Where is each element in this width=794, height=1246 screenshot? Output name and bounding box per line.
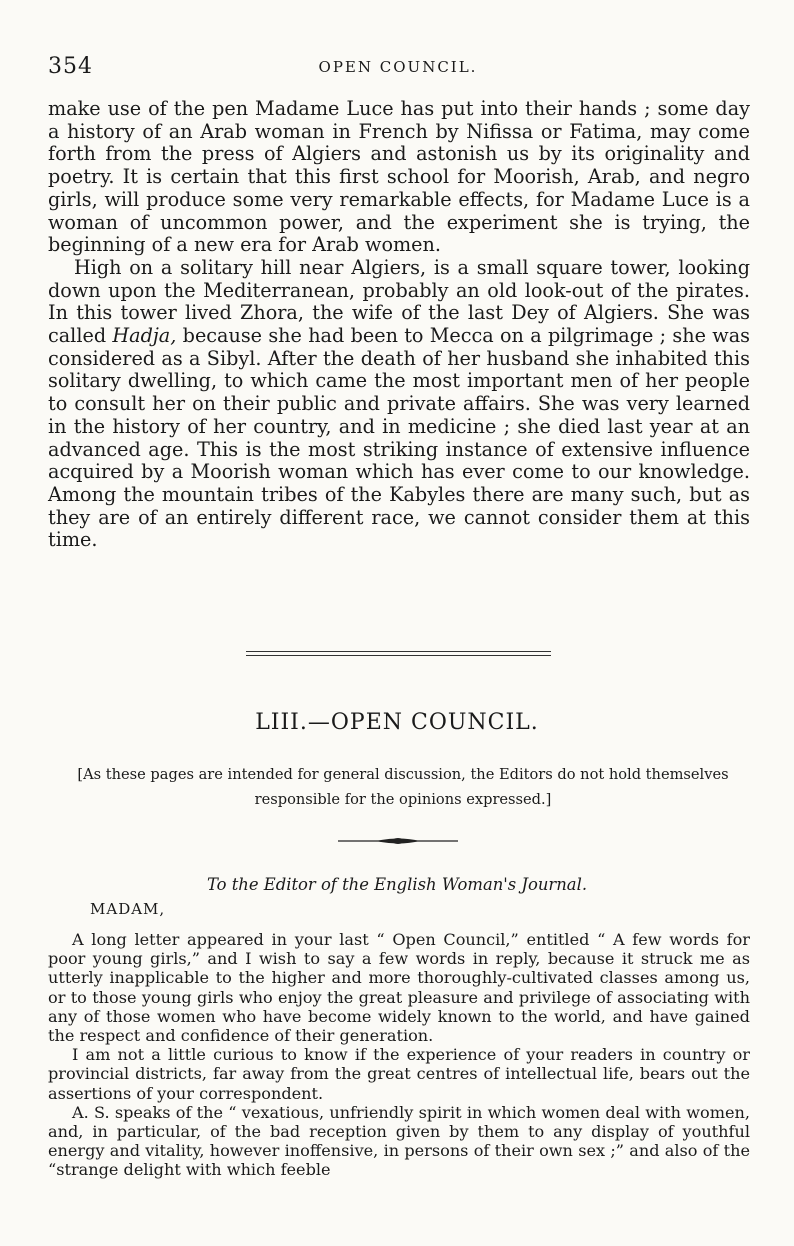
paragraph-2-text-start: High on a solitary hill near Algiers, is a small square tower, looking down upon the Mediterranean, probably an old look-out of the pirates. In this tower lived Zhora, the wife of the last Dey of Algiers. She was called — [48, 255, 750, 348]
article-body — [48, 98, 750, 552]
section-title: LIII.—OPEN COUNCIL. — [255, 710, 539, 735]
letter-paragraph-2: I am not a little curious to know if the experience of your readers in country or provincial districts, far away from the great centres of intellectual life, bears out the assertions of your correspondent. — [48, 1045, 750, 1103]
letter-body — [48, 930, 750, 1180]
article-paragraph-1: make use of the pen Madame Luce has put into their hands ; some day a history of an Arab woman in French by Nifissa or Fatima, may come forth from the press of Algiers and astonish us by its originality and poetry. It is certain that this first school for Moorish, Arab, and negro girls, will produce some very remarkable effects, for Madame Luce is a woman of uncommon power, and the experiment she is trying, the beginning of a new era for Arab women. — [48, 97, 750, 257]
salutation: MADAM, — [90, 900, 166, 918]
italic-term-hadja: Hadja, — [112, 324, 177, 348]
section-divider — [246, 651, 551, 656]
article-paragraph-2 — [48, 257, 750, 552]
running-head — [48, 54, 748, 80]
letter-paragraph-1: A long letter appeared in your last “ Open Council,” entitled “ A few words for poor young girls,” and I wish to say a few words in reply, because it struck me as utterly inapplicable to the higher and more thoroughly-cultivated classes among us, or to those young girls who enjoy the great pleasure and privilege of associating with any of those women who have become widely known to the world, and have gained the respect and confidence of their generation. — [48, 930, 750, 1046]
paragraph-2-text-end: because she had been to Mecca on a pilgrimage ; she was considered as a Sibyl. After the death of her husband she inhabited this solitary dwelling, to which came the most important men of her people to consult her on their public and private affairs. She was very learned in the history of her country, and in medicine ; she died last year at an advanced age. This is the most striking instance of extensive influence acquired by a Moorish woman which has ever come to our knowledge. Among the mountain tribes of the Kabyles there are many such, but as they are of an entirely different race, we cannot consider them at this time. — [48, 324, 750, 552]
ornament-dash-icon — [336, 833, 460, 849]
editorial-note: [As these pages are intended for general discussion, the Editors do not hold themselves responsible for the opinions expressed.] — [77, 766, 729, 808]
page-number: 354 — [48, 54, 93, 79]
letter-paragraph-3: A. S. speaks of the “ vexatious, unfriendly spirit in which women deal with women, and, in particular, of the bad reception given by them to any display of youthful energy and vitality, however inoffensive, in persons of their own sex ;” and also of the “strange delight with which feeble — [48, 1102, 750, 1180]
running-title: OPEN COUNCIL. — [318, 58, 478, 76]
letter-address: To the Editor of the English Woman's Journal. — [206, 875, 588, 894]
